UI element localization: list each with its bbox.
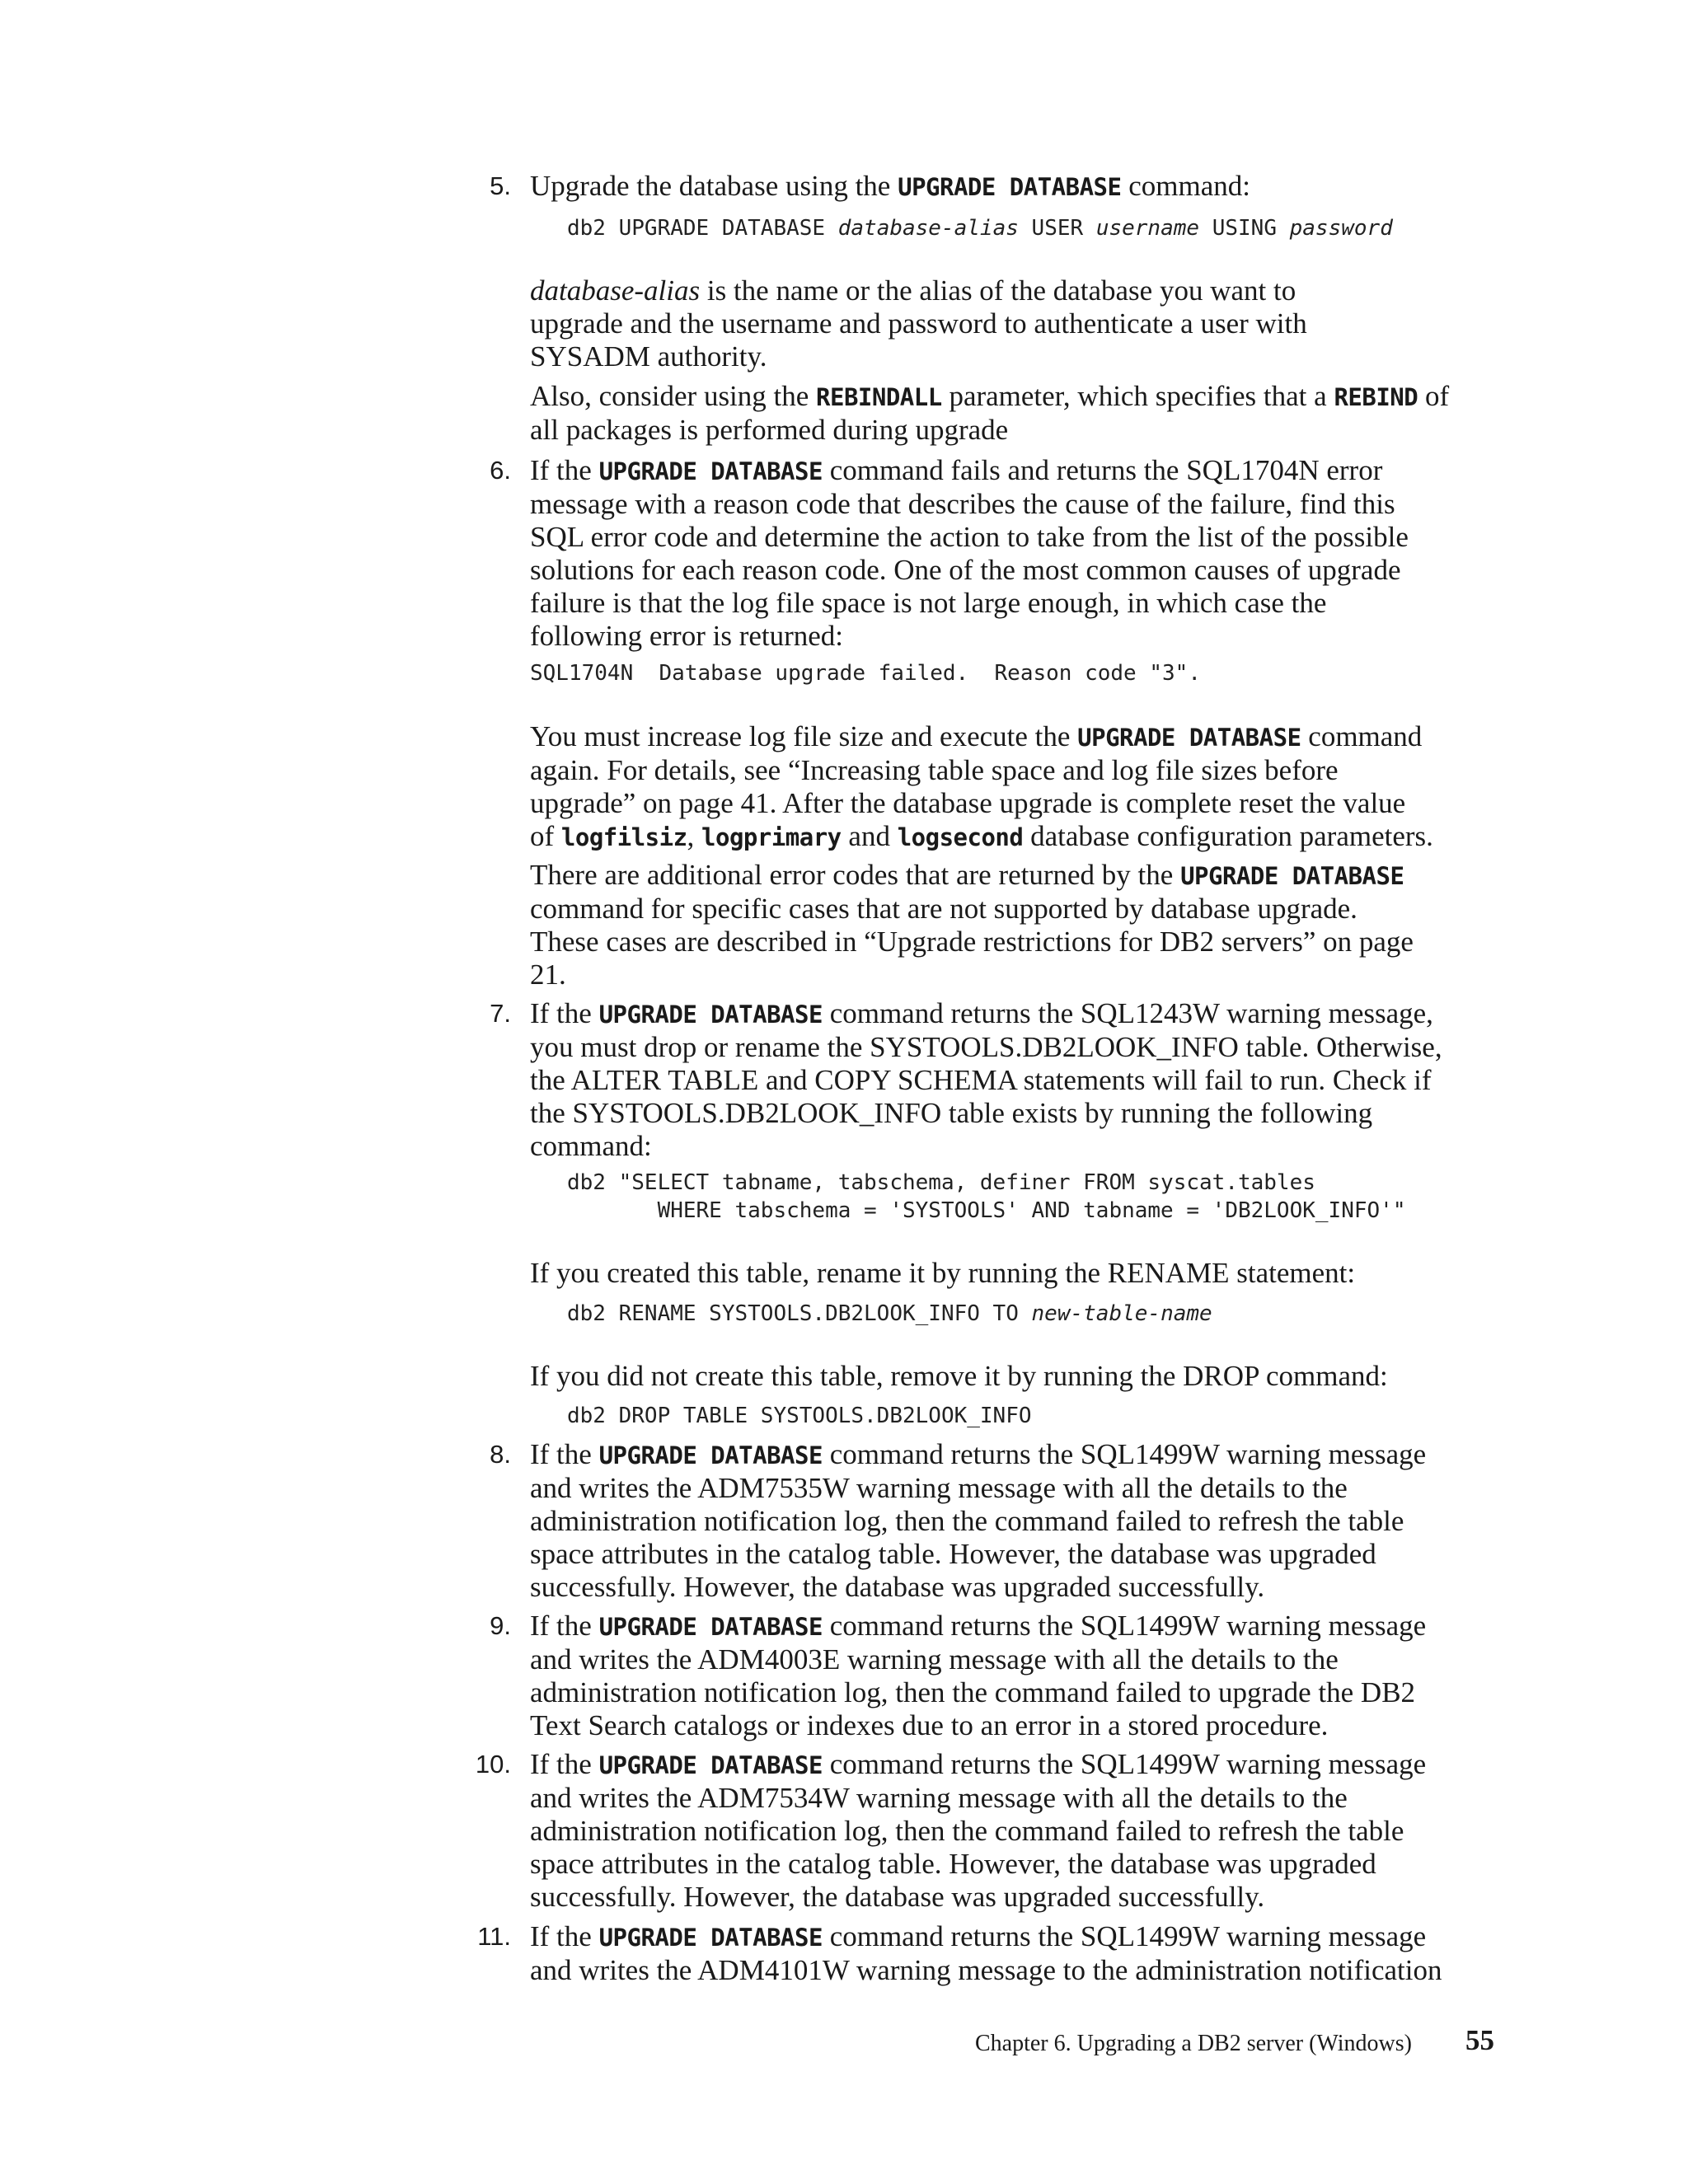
code-text: USER	[1018, 216, 1096, 241]
text-line: upgrade” on page 41. After the database upgrade is complete reset the value	[530, 787, 1406, 819]
text: and	[841, 820, 898, 852]
text: ,	[687, 820, 702, 852]
command-name: UPGRADE DATABASE	[898, 173, 1122, 201]
text: If the	[530, 1610, 599, 1642]
text: If the	[530, 997, 599, 1029]
code-line: db2 "SELECT tabname, tabschema, definer FROM syscat.tables	[567, 1170, 1315, 1195]
text-line: These cases are described in “Upgrade restrictions for DB2 servers” on page	[530, 926, 1414, 958]
text-line	[530, 380, 1503, 414]
parameter-name: logsecond	[897, 823, 1024, 851]
code-variable: new-table-name	[1031, 1301, 1212, 1326]
text: of	[1418, 380, 1450, 412]
code-block: SQL1704N Database upgrade failed. Reason code "3".	[530, 661, 1201, 686]
text-line: Text Search catalogs or indexes due to an error in a stored procedure.	[530, 1709, 1329, 1741]
text-line: failure is that the log file space is not large enough, in which case the	[530, 587, 1327, 619]
text: command fails and returns the SQL1704N error	[822, 454, 1383, 486]
text-line: and writes the ADM7534W warning message with all the details to the	[530, 1782, 1348, 1814]
text: command returns the SQL1499W warning message	[822, 1920, 1427, 1952]
command-name: UPGRADE DATABASE	[1180, 862, 1404, 890]
command-name: UPGRADE DATABASE	[598, 1441, 823, 1469]
paragraph	[530, 720, 1503, 854]
text: Upgrade the database using the	[530, 170, 898, 202]
text-line: administration notification log, then the command failed to upgrade the DB2	[530, 1676, 1416, 1708]
text: command returns the SQL1499W warning message	[822, 1748, 1427, 1780]
text-line	[530, 454, 1503, 488]
text: If the	[530, 1438, 599, 1470]
paragraph	[530, 274, 1503, 373]
text-line: SQL error code and determine the action to take from the list of the possible	[530, 521, 1409, 553]
paragraph	[530, 1920, 1503, 1987]
paragraph	[530, 1610, 1503, 1742]
command-name: UPGRADE DATABASE	[598, 457, 823, 485]
text-line: upgrade and the username and password to authenticate a user with	[530, 307, 1307, 340]
paragraph: If you did not create this table, remove it by running the DROP command:	[530, 1360, 1388, 1392]
parameter-name: REBIND	[1334, 383, 1418, 411]
text-line: command:	[530, 1130, 652, 1162]
text-line	[530, 820, 1503, 854]
text-line: following error is returned:	[530, 620, 844, 652]
parameter-name: logprimary	[701, 823, 842, 851]
text-line	[530, 274, 1503, 307]
text-line	[530, 1920, 1503, 1954]
text-line	[530, 1438, 1503, 1472]
code-line: WHERE tabschema = 'SYSTOOLS' AND tabname = 'DB2LOOK_INFO'"	[567, 1198, 1406, 1223]
command-name: UPGRADE DATABASE	[598, 1001, 823, 1029]
code-block	[567, 1169, 1405, 1225]
text-line: successfully. However, the database was upgraded successfully.	[530, 1571, 1265, 1603]
text-line: the SYSTOOLS.DB2LOOK_INFO table exists by running the following	[530, 1097, 1373, 1129]
text-line: all packages is performed during upgrade	[530, 414, 1009, 446]
text-line: SYSADM authority.	[530, 340, 767, 373]
code-block	[567, 1300, 1212, 1328]
code-text: db2 UPGRADE DATABASE	[567, 216, 838, 241]
code-block: db2 DROP TABLE SYSTOOLS.DB2LOOK_INFO	[567, 1404, 1032, 1428]
text-line: and writes the ADM7535W warning message with all the details to the	[530, 1472, 1348, 1504]
text-line: and writes the ADM4003E warning message with all the details to the	[530, 1643, 1339, 1675]
text-line: and writes the ADM4101W warning message to the administration notification	[530, 1954, 1442, 1986]
code-block	[567, 214, 1393, 242]
text-line: the ALTER TABLE and COPY SCHEMA statements will fail to run. Check if	[530, 1064, 1432, 1096]
text: of	[530, 820, 561, 852]
step-text	[530, 170, 1503, 204]
step-number: 10.	[475, 1750, 511, 1779]
text-line: message with a reason code that describes the cause of the failure, find this	[530, 488, 1395, 520]
paragraph	[530, 997, 1503, 1163]
paragraph	[530, 380, 1503, 447]
text-line	[530, 720, 1503, 754]
command-name: UPGRADE DATABASE	[598, 1613, 823, 1641]
step-number: 11.	[477, 1922, 511, 1951]
code-variable: username	[1095, 216, 1200, 241]
text: Also, consider using the	[530, 380, 817, 412]
command-name: UPGRADE DATABASE	[1077, 724, 1301, 752]
text-line: solutions for each reason code. One of the most common causes of upgrade	[530, 554, 1401, 586]
command-name: UPGRADE DATABASE	[598, 1751, 823, 1779]
text-line: command for specific cases that are not supported by database upgrade.	[530, 893, 1357, 925]
text-line: successfully. However, the database was upgraded successfully.	[530, 1881, 1265, 1913]
parameter-name: logfilsiz	[560, 823, 687, 851]
text: There are additional error codes that are returned by the	[530, 859, 1181, 891]
step-number: 5.	[490, 171, 511, 200]
command-name: UPGRADE DATABASE	[598, 1924, 823, 1952]
text: command:	[1121, 170, 1250, 202]
text-line	[530, 1610, 1503, 1643]
text: parameter, which specifies that a	[941, 380, 1334, 412]
text: command	[1301, 720, 1423, 752]
text-line: you must drop or rename the SYSTOOLS.DB2LOOK_INFO table. Otherwise,	[530, 1031, 1442, 1063]
page-number: 55	[1465, 2024, 1494, 2056]
text-line: space attributes in the catalog table. However, the database was upgraded	[530, 1538, 1376, 1570]
text-line: 21.	[530, 958, 566, 991]
text: database configuration parameters.	[1023, 820, 1433, 852]
text: is the name or the alias of the database you want to	[700, 274, 1296, 307]
paragraph	[530, 1748, 1503, 1914]
variable: database-alias	[530, 274, 701, 307]
text-line	[530, 997, 1503, 1031]
text: If the	[530, 1920, 599, 1952]
text-line: space attributes in the catalog table. However, the database was upgraded	[530, 1848, 1376, 1880]
step-number: 6.	[490, 456, 511, 485]
paragraph	[530, 454, 1503, 653]
step-number: 7.	[490, 999, 511, 1028]
paragraph	[530, 1438, 1503, 1604]
code-text: db2 RENAME SYSTOOLS.DB2LOOK_INFO TO	[567, 1301, 1032, 1326]
text: If the	[530, 454, 599, 486]
chapter-footer: Chapter 6. Upgrading a DB2 server (Windows)	[975, 2031, 1412, 2056]
code-text: USING	[1199, 216, 1290, 241]
code-variable: password	[1289, 216, 1393, 241]
text: You must increase log file size and execute the	[530, 720, 1078, 752]
paragraph	[530, 859, 1503, 991]
text: command returns the SQL1499W warning message	[822, 1610, 1427, 1642]
paragraph: If you created this table, rename it by running the RENAME statement:	[530, 1257, 1356, 1289]
text-line: administration notification log, then the command failed to refresh the table	[530, 1505, 1404, 1537]
text: If the	[530, 1748, 599, 1780]
code-variable: database-alias	[837, 216, 1019, 241]
step-number: 9.	[490, 1611, 511, 1640]
text: command returns the SQL1499W warning message	[822, 1438, 1427, 1470]
text-line	[530, 859, 1503, 893]
text-line: administration notification log, then the command failed to refresh the table	[530, 1815, 1404, 1847]
text: command returns the SQL1243W warning message,	[822, 997, 1433, 1029]
text-line: again. For details, see “Increasing table space and log file sizes before	[530, 754, 1339, 786]
step-number: 8.	[490, 1440, 511, 1469]
parameter-name: REBINDALL	[816, 383, 942, 411]
text-line	[530, 1748, 1503, 1782]
